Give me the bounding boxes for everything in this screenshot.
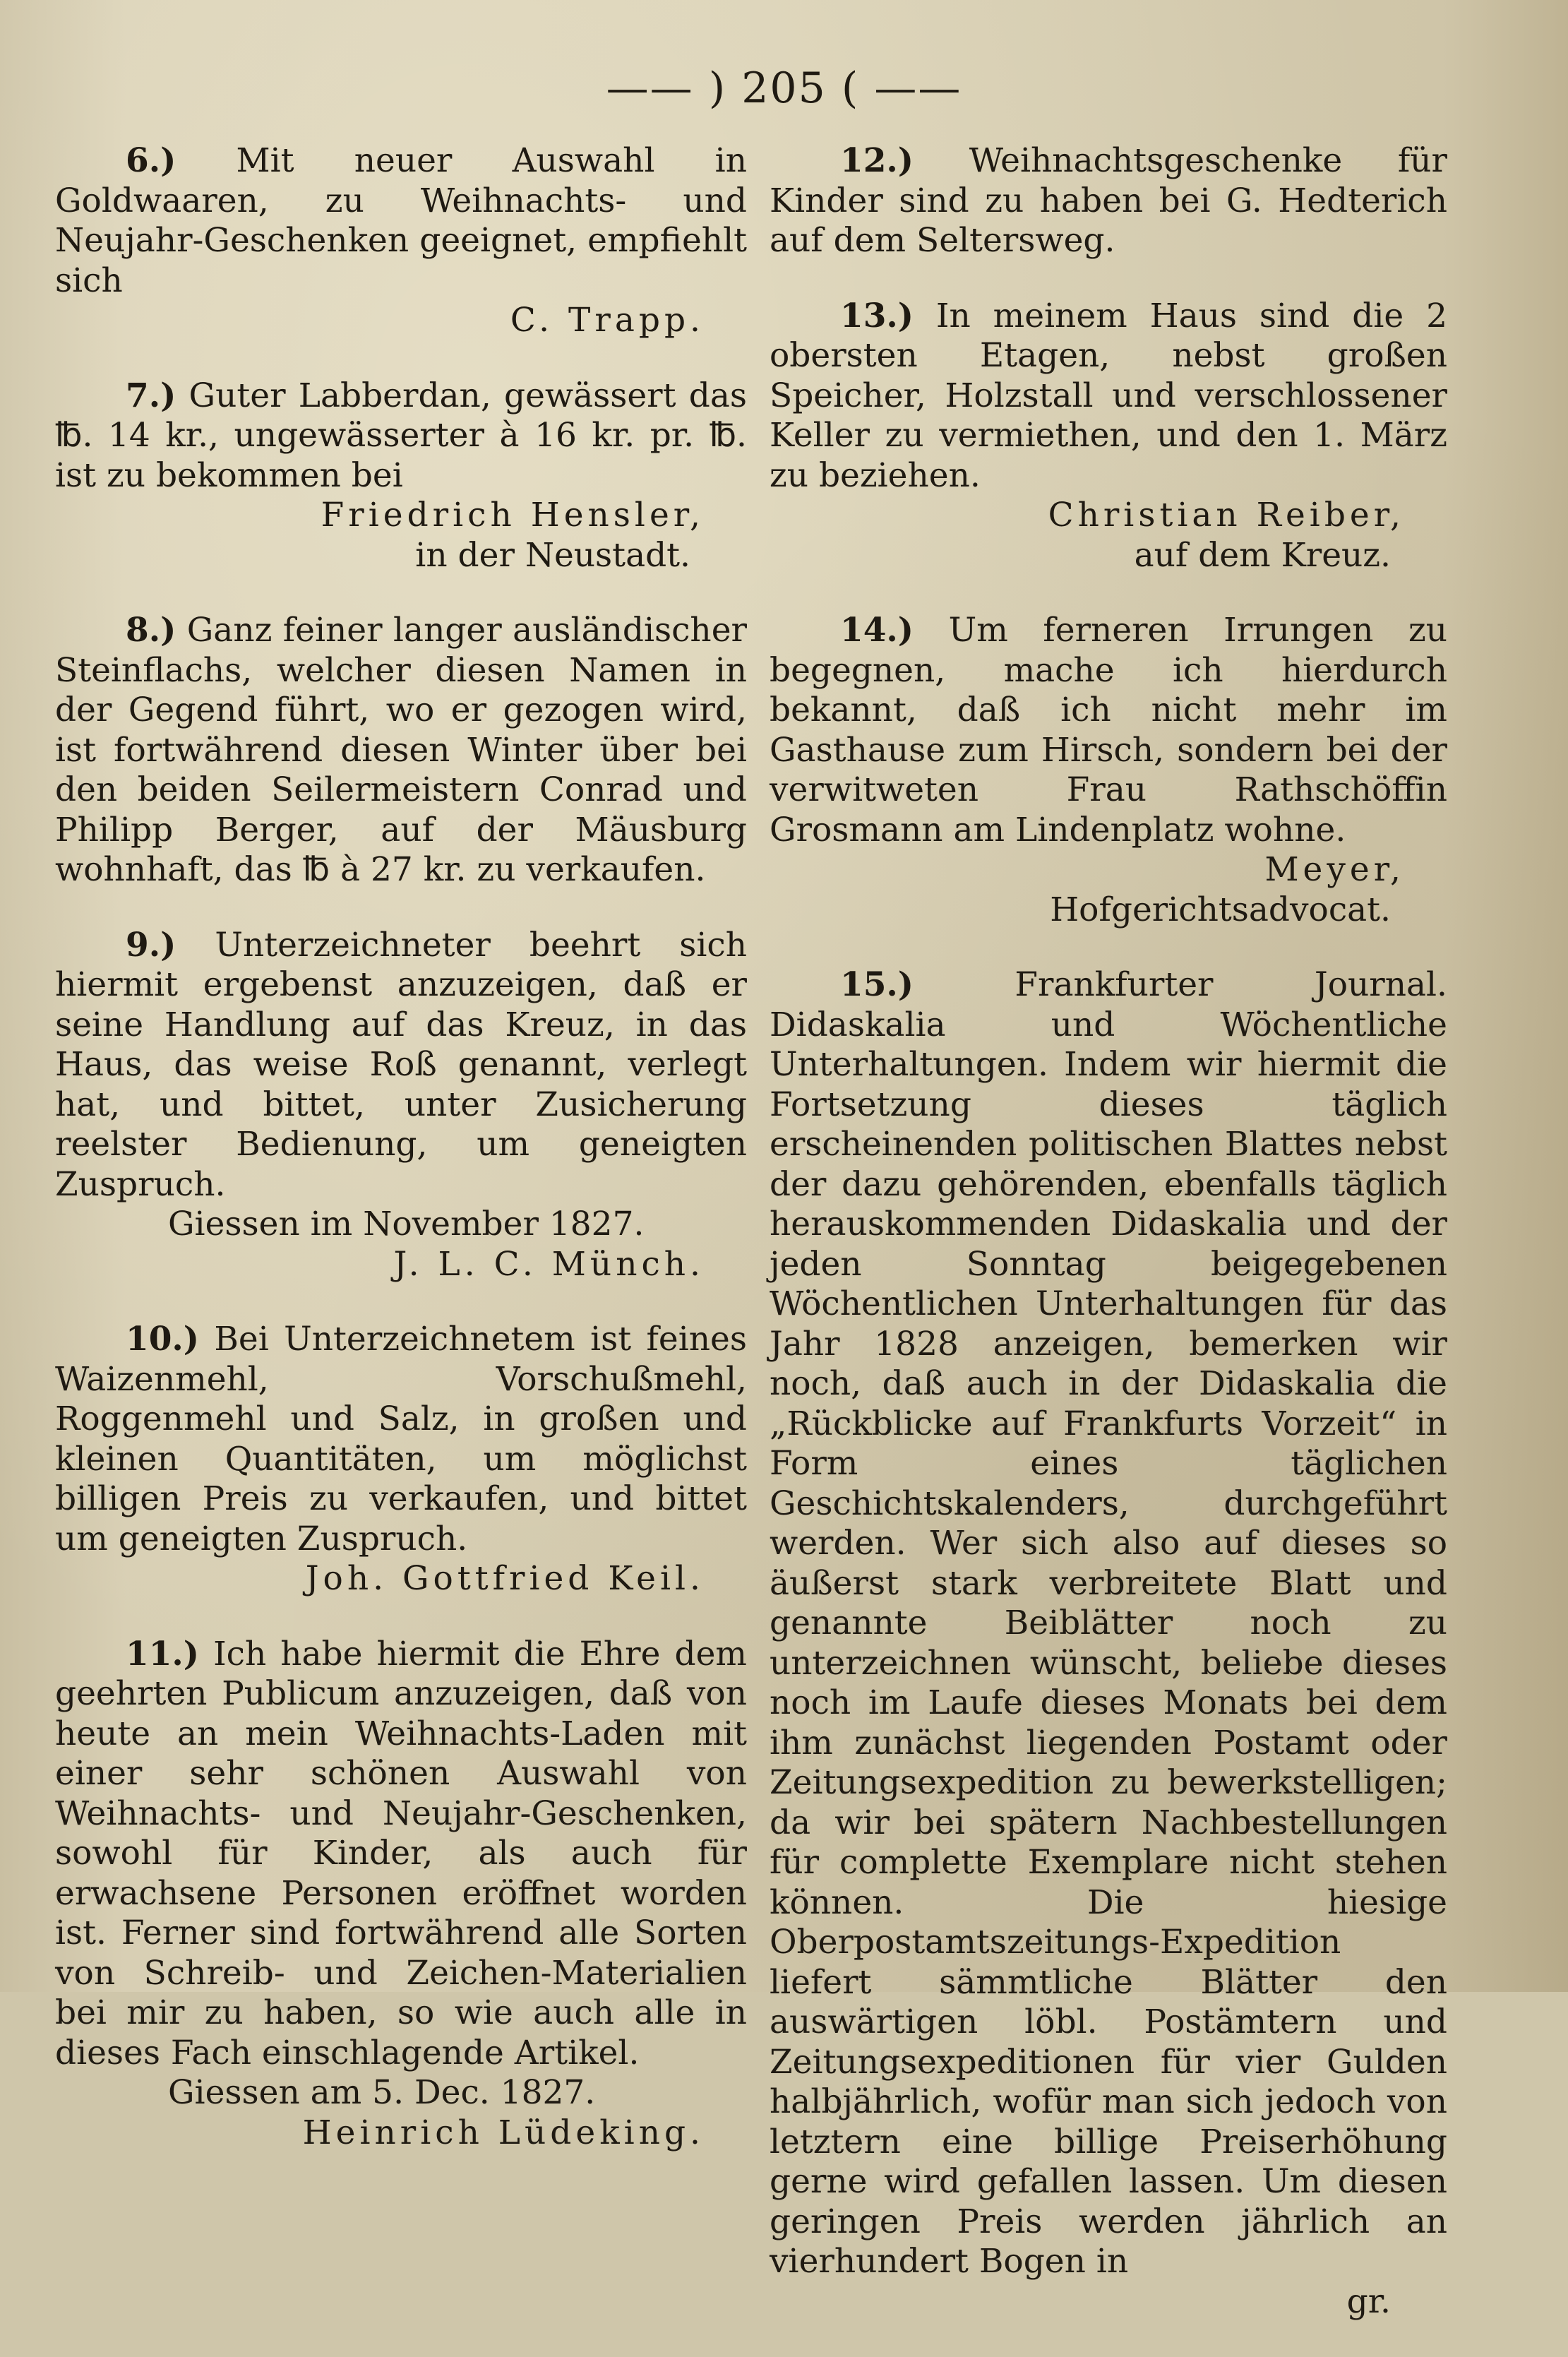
ad-number: 12.) <box>840 141 914 180</box>
ad-number: 13.) <box>840 296 914 335</box>
advertisement-14 <box>770 611 1447 930</box>
ad-text: Bei Unterzeichnetem ist feines Waizenmehl, Vorschußmehl, Roggenmehl und Salz, in großen und kleinen Quantitäten, um möglichst billigen Preis zu verkaufen, und bittet um geneigten Zuspruch. <box>55 1320 747 1558</box>
ad-signature: C. Trapp. <box>510 301 705 340</box>
ad-signature: Heinrich Lüdeking. <box>302 2113 705 2152</box>
page-number: 205 <box>741 64 827 113</box>
ad-number: 10.) <box>126 1320 200 1359</box>
ad-number: 7.) <box>126 376 176 415</box>
ad-text: Weihnachtsgeschenke für Kinder sind zu haben bei G. Hedterich auf dem Seltersweg. <box>770 141 1447 260</box>
advertisement-6 <box>55 141 747 341</box>
ad-text: Frankfurter Journal. Didaskalia und Wöchentliche Unterhaltungen. Indem wir hiermit die Fortsetzung dieses täglich erscheinenden politischen Blattes nebst der dazu gehörenden, ebenfalls täglich herauskommenden Didaskalia und der jeden Sonntag beigegebenen Wöchentlichen Unterhaltungen für das Jahr 1828 anzeigen, bemerken wir noch, daß auch in der Didaskalia die „Rückblicke auf Frankfurts Vorzeit“ in Form eines täglichen Geschichtskalenders, durchgeführt werden. Wer sich also auf dieses so äußerst stark verbreitete Blatt und genannte Beiblätter noch zu unterzeichnen wünscht, beliebe dieses noch im Laufe dieses Monats bei dem ihm zunächst liegenden Postamt oder Zeitungsexpedition zu bewerkstelligen; da wir bei spätern Nachbestellungen für complette Exemplare nicht stehen können. Die hiesige Oberpostamtszeitungs-Expedition liefert sämmtliche Blätter den auswärtigen löbl. Postämtern und Zeitungsexpeditionen für vier Gulden halbjährlich, wofür man sich jedoch von letztern eine billige Preiserhöhung gerne wird gefallen lassen. Um diesen geringen Preis werden jährlich an vierhundert Bogen in <box>770 965 1447 2281</box>
ad-signature: Friedrich Hensler, <box>321 496 705 535</box>
ad-body <box>55 376 747 496</box>
advertisement-7 <box>55 376 747 576</box>
header-left: —— ) <box>606 64 727 113</box>
ad-number: 15.) <box>840 965 914 1004</box>
advertisement-15 <box>770 965 1447 2322</box>
header-right: ( —— <box>841 64 962 113</box>
ad-signature-title: Hofgerichtsadvocat. <box>1050 890 1391 929</box>
advertisement-9 <box>55 926 747 1285</box>
ad-text: Mit neuer Auswahl in Goldwaaren, zu Weihnachts- und Neujahr-Geschenken geeignet, empfiehlt sich <box>55 141 747 300</box>
catchword: gr. <box>1346 2281 1391 2321</box>
ad-signature-address: in der Neustadt. <box>415 535 690 575</box>
ad-number: 9.) <box>126 925 176 965</box>
ad-text: Guter Labberdan, gewässert das ℔. 14 kr., ungewässerter à 16 kr. pr. ℔. ist zu bekommen bei <box>55 376 747 495</box>
ad-body <box>770 141 1447 261</box>
ad-body <box>55 141 747 301</box>
ad-body <box>770 611 1447 850</box>
advertisement-13 <box>770 297 1447 576</box>
ad-body <box>770 297 1447 496</box>
ad-place-date: Giessen im November 1827. <box>168 1205 645 1243</box>
ad-signature: Meyer, <box>1264 850 1405 889</box>
ad-text: In meinem Haus sind die 2 obersten Etagen, nebst großen Speicher, Holzstall und verschlossener Keller zu vermiethen, und den 1. März zu beziehen. <box>770 296 1447 495</box>
ad-body <box>55 1320 747 1559</box>
advertisement-8 <box>55 611 747 890</box>
ad-signature: Joh. Gottfried Keil. <box>305 1559 705 1598</box>
ad-number: 8.) <box>126 611 176 650</box>
advertisement-11 <box>55 1635 747 2154</box>
advertisement-10 <box>55 1320 747 1599</box>
advertisement-12 <box>770 141 1447 261</box>
ad-text: Um ferneren Irrungen zu begegnen, mache ich hierdurch bekannt, daß ich nicht mehr im Gasthause zum Hirsch, sondern bei der verwitweten Frau Rathschöffin Grosmann am Lindenplatz wohne. <box>770 611 1447 849</box>
ad-signature-address: auf dem Kreuz. <box>1134 535 1391 575</box>
ad-place-date: Giessen am 5. Dec. 1827. <box>168 2073 596 2112</box>
ad-signature: Christian Reiber, <box>1048 496 1405 535</box>
ad-body <box>55 611 747 890</box>
page-header <box>0 64 1568 113</box>
ad-body <box>770 965 1447 2282</box>
ad-text: Ich habe hiermit die Ehre dem geehrten Publicum anzuzeigen, daß von heute an mein Weihnachts-Laden mit einer sehr schönen Auswahl von Weihnachts- und Neujahr-Geschenken, sowohl für Kinder, als auch für erwachsene Personen eröffnet worden ist. Ferner sind fortwährend alle Sorten von Schreib- und Zeichen-Materialien bei mir zu haben, so wie auch alle in dieses Fach einschlagende Artikel. <box>55 1634 747 2072</box>
right-column <box>770 141 1447 2357</box>
left-column <box>55 141 747 2188</box>
ad-number: 14.) <box>840 611 914 650</box>
ad-number: 6.) <box>126 141 176 180</box>
ad-signature: J. L. C. Münch. <box>393 1244 705 1284</box>
ad-text: Unterzeichneter beehrt sich hiermit ergebenst anzuzeigen, daß er seine Handlung auf das Kreuz, in das Haus, das weise Roß genannt, verlegt hat, und bittet, unter Zusicherung reelster Bedienung, um geneigten Zuspruch. <box>55 925 747 1204</box>
ad-body <box>55 1635 747 2074</box>
ad-body <box>55 926 747 1205</box>
ad-text: Ganz feiner langer ausländischer Steinflachs, welcher diesen Namen in der Gegend führt, wo er gezogen wird, ist fortwährend diesen Winter über bei den beiden Seilermeistern Conrad und Philipp Berger, auf der Mäusburg wohnhaft, das ℔ à 27 kr. zu verkaufen. <box>55 611 747 889</box>
ad-number: 11.) <box>126 1634 200 1673</box>
